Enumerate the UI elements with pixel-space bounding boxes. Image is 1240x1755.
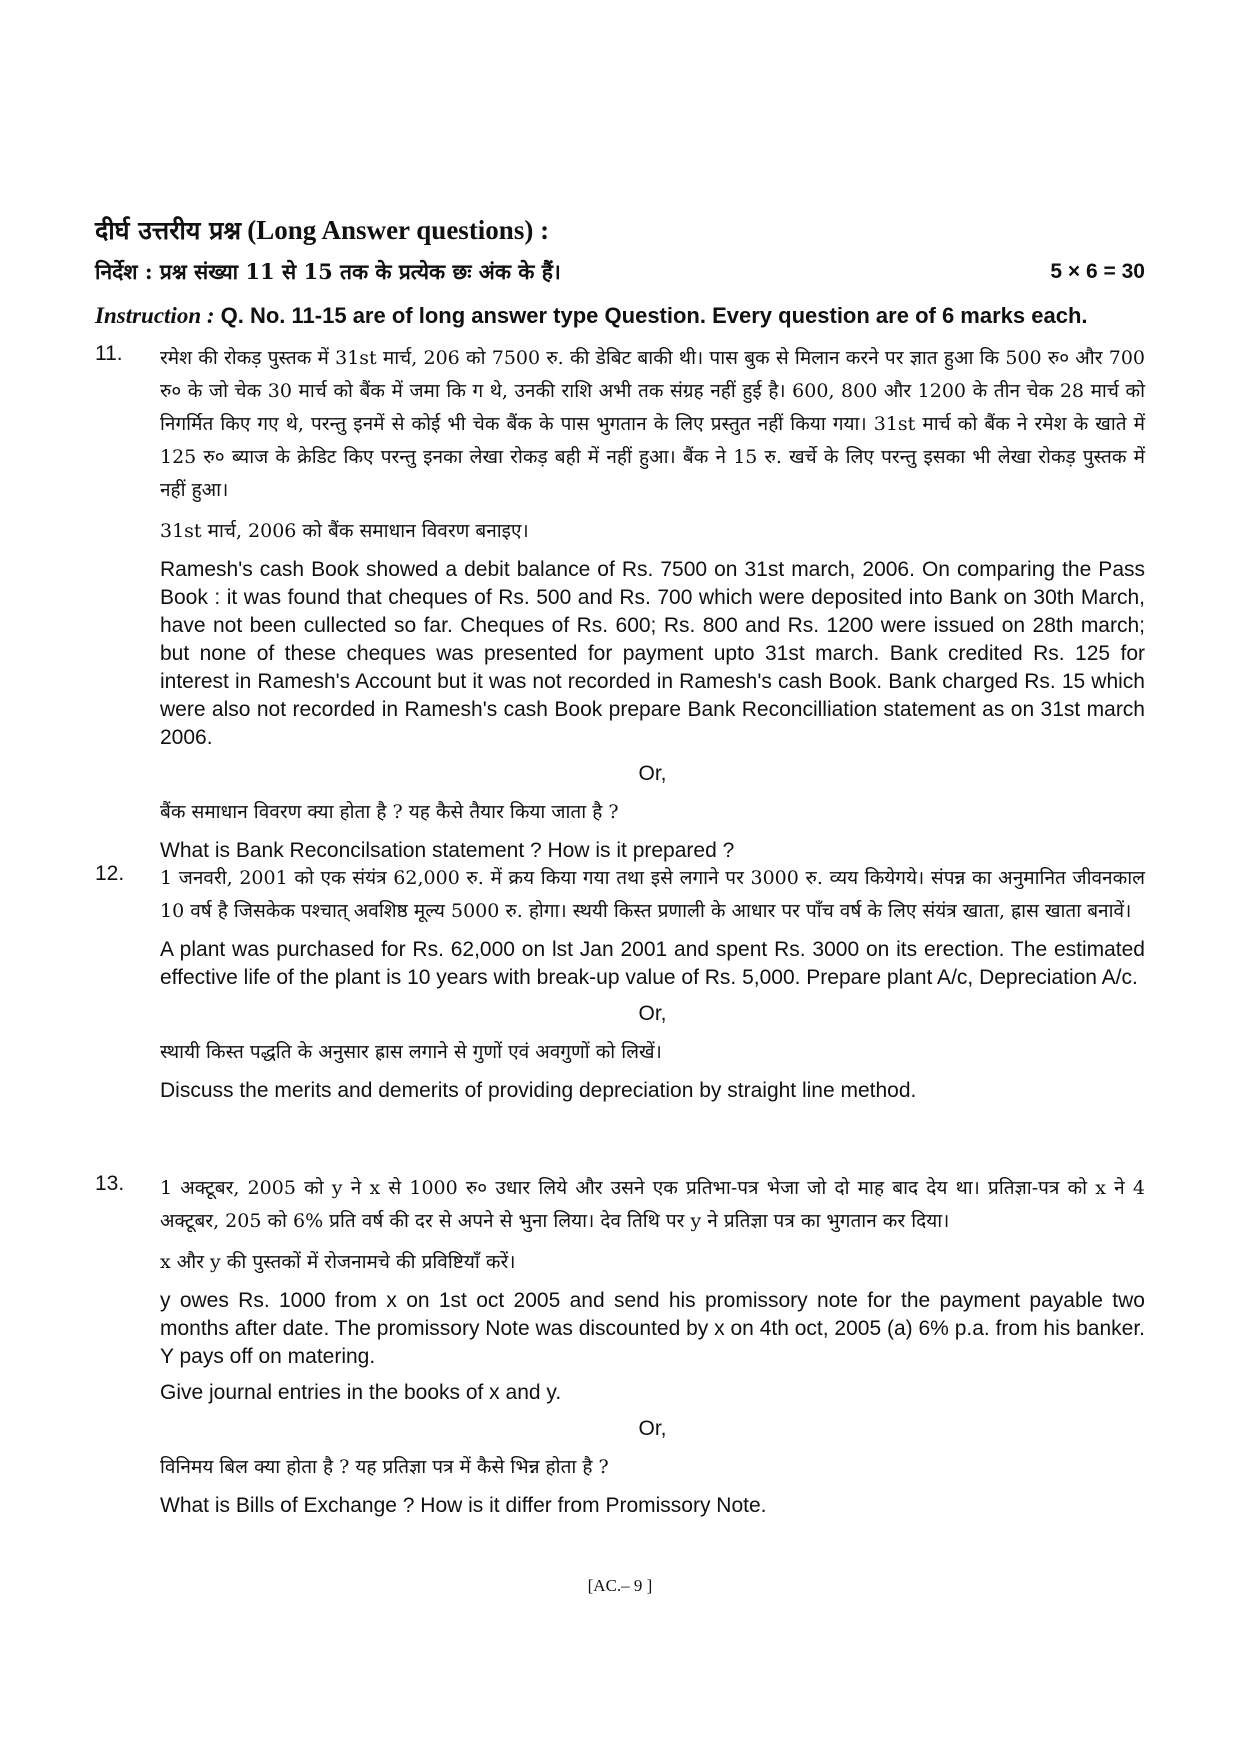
or-separator: Or, [638,1417,667,1440]
question-13 [95,1172,1155,1528]
or-separator: Or, [638,1002,667,1025]
question-english-text: y owes Rs. 1000 from x on 1st oct 2005 and send his promissory note for the payment payable two months after date. The promissory Note was discounted by x on 4th oct, 2005 (a) 6% p.a. from his banker. Y pays off on matering. [160,1289,1145,1368]
question-english-task: Give journal entries in the books of x and y. [160,1381,562,1404]
alternative-hindi: स्थायी किस्त पद्धति के अनुसार ह्रास लगाने से गुणों एवं अवगुणों को लिखें। [160,1041,662,1063]
question-body [160,1172,1145,1520]
section-title [95,213,549,247]
question-english-text: A plant was purchased for Rs. 62,000 on lst Jan 2001 and spent Rs. 3000 on its erection. The estimated effective life of the plant is 10 years with break-up value of Rs. 5,000. Prepare plant A/c, Depreciation A/c. [160,938,1145,989]
alternative-english: Discuss the merits and demerits of providing depreciation by straight line method. [160,1079,917,1102]
question-hindi-text: 1 जनवरी, 2001 को एक संयंत्र 62,000 रु. में क्रय किया गया तथा इसे लगाने पर 3000 रु. व्यय कियेगये। संपन्न का अनुमानित जीवनकाल 10 वर्ष है जिसकेक पश्चात् अवशिष्ठ मूल्य 5000 रु. होगा। स्थयी किस्त प्रणाली के आधार पर पाँच वर्ष के लिए संयंत्र खाता, ह्रास खाता बनावें। [160,867,1145,922]
section-title-english: (Long Answer questions) : [247,215,550,245]
directive-line [95,258,1145,286]
question-number: 11. [95,342,123,365]
marks-total: 5 × 6 = 30 [1050,260,1145,283]
instruction-line [95,303,1155,329]
instruction-label: Instruction : [95,303,215,328]
question-number: 12. [95,862,125,885]
alternative-hindi: विनिमय बिल क्या होता है ? यह प्रतिज्ञा पत्र में कैसे भिन्न होता है ? [160,1456,609,1478]
page-footer-code: [AC.– 9 ] [587,1576,653,1595]
question-body [160,862,1145,1105]
question-hindi-text: 1 अक्टूबर, 2005 को y ने x से 1000 रु० उधार लिये और उसने एक प्रतिभा-पत्र भेजा जो दो माह बाद देय था। प्रतिज्ञा-पत्र को x ने 4 अक्टूबर, 205 को 6% प्रति वर्ष की दर से अपने से भुना लिया। देव तिथि पर y ने प्रतिज्ञा पत्र का भुगतान कर दिया। [160,1177,1145,1232]
question-hindi-task: x और y की पुस्तकों में रोजनामचे की प्रविष्टियाँ करें। [160,1251,516,1273]
instruction-text: Q. No. 11-15 are of long answer type Question. Every question are of 6 marks each. [220,303,1088,328]
question-english-text: Ramesh's cash Book showed a debit balance of Rs. 7500 on 31st march, 2006. On comparing the Pass Book : it was found that cheques of Rs. 500 and Rs. 700 which were deposited into Bank on 30th March, have not been cullected so far. Cheques of Rs. 600; Rs. 800 and Rs. 1200 were issued on 28th march; but none of these cheques was presented for payment upto 31st march. Bank credited Rs. 125 for interest in Ramesh's Account but it was not recorded in Ramesh's cash Book. Bank charged Rs. 15 which were also not recorded in Ramesh's cash Book prepare Bank Reconcilliation statement as on 31st march 2006. [160,558,1145,749]
section-title-hindi: दीर्घ उत्तरीय प्रश्न [95,216,242,245]
question-12 [95,862,1155,1113]
alternative-hindi: बैंक समाधान विवरण क्या होता है ? यह कैसे तैयार किया जाता है ? [160,801,619,823]
question-body [160,342,1145,865]
question-11 [95,342,1155,873]
or-separator: Or, [638,762,667,785]
directive-hindi: निर्देश : प्रश्न संख्या 11 से 15 तक के प्रत्येक छः अंक के हैं। [95,259,561,284]
alternative-english: What is Bills of Exchange ? How is it differ from Promissory Note. [160,1494,767,1517]
question-hindi-task: 31st मार्च, 2006 को बैंक समाधान विवरण बनाइए। [160,520,529,542]
question-hindi-text: रमेश की रोकड़ पुस्तक में 31st मार्च, 206 को 7500 रु. की डेबिट बाकी थी। पास बुक से मिलान करने पर ज्ञात हुआ कि 500 रु० और 700 रु० के जो चेक 30 मार्च को बैंक में जमा कि ग थे, उनकी राशि अभी तक संग्रह नहीं हुई है। 600, 800 और 1200 के तीन चेक 28 मार्च को निगर्मित किए गए थे, परन्तु इनमें से कोई भी चेक बैंक के पास भुगतान के लिए प्रस्तुत नहीं किया गया। 31st मार्च को बैंक ने रमेश के खाते में 125 रु० ब्याज के क्रेडिट किए परन्तु इनका लेखा रोकड़ बही में नहीं हुआ। बैंक ने 15 रु. खर्चे के लिए परन्तु इसका भी लेखा रोकड़ पुस्तक में नहीं हुआ। [160,347,1145,501]
question-number: 13. [95,1172,125,1195]
alternative-english: What is Bank Reconcilsation statement ? How is it prepared ? [160,839,735,862]
